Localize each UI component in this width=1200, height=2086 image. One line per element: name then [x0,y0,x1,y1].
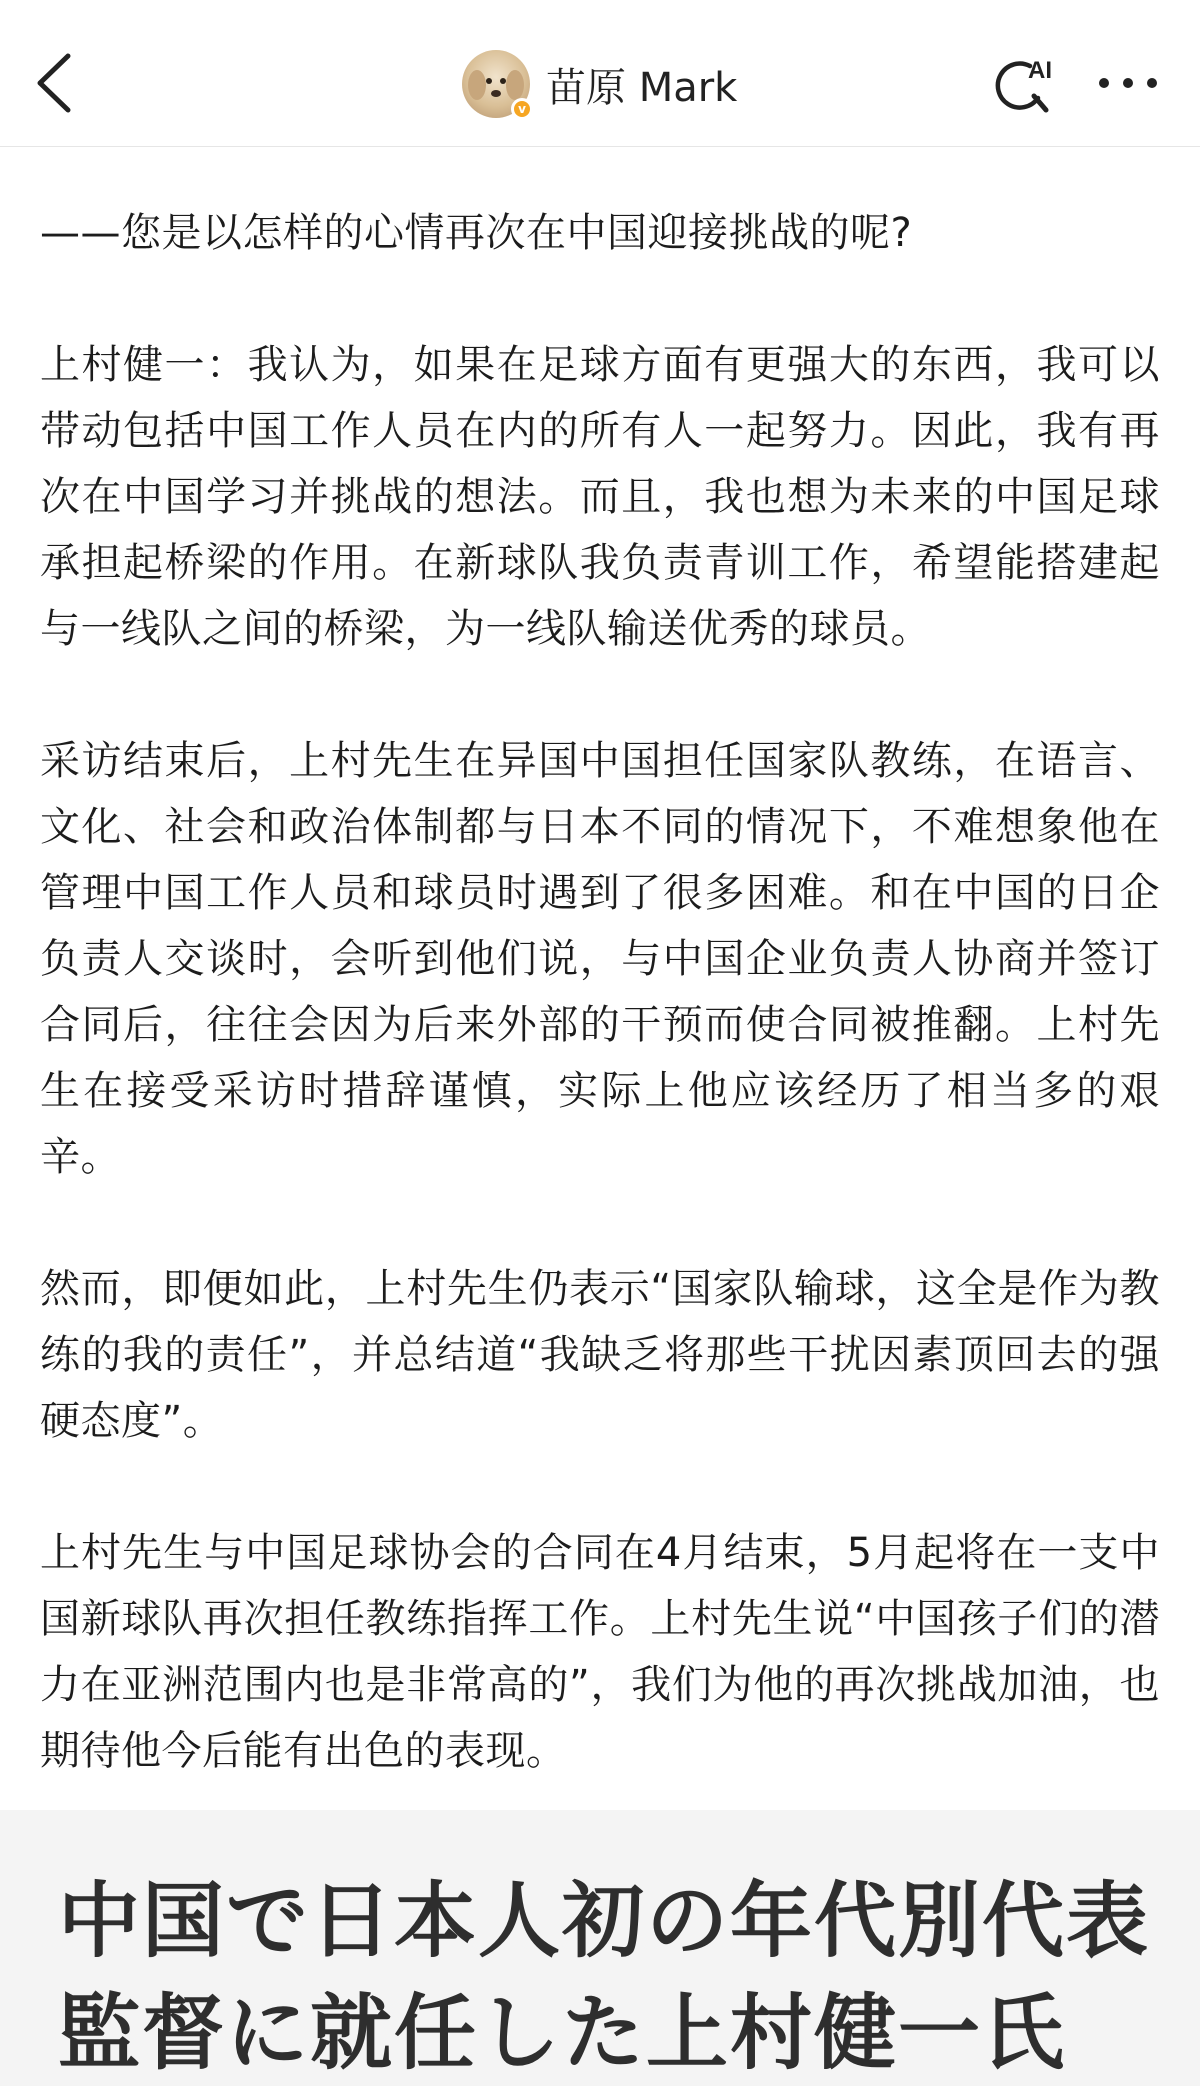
avatar[interactable] [462,50,530,118]
article-paragraph: 上村先生与中国足球协会的合同在4月结束，5月起将在一支中国新球队再次担任教练指挥工作。上村先生说“中国孩子们的潜力在亚洲范围内也是非常高的”，我们为他的再次挑战加油，也期待他今后能有出色的表现。 [40,1530,1160,1774]
avatar-ear [506,70,524,100]
article-paragraph: 然而，即便如此，上村先生仍表示“国家队输球，这全是作为教练的我的责任”，并总结道“我缺乏将那些干扰因素顶回去的强硬态度”。 [40,1266,1160,1444]
ai-search-button[interactable] [990,52,1058,118]
ai-search-icon [990,52,1058,118]
avatar-eye [500,78,506,84]
chevron-left-icon [30,50,80,116]
image-caption-line: 中国で日本人初の年代別代表 [58,1874,1151,1969]
more-dots-icon [1096,70,1160,96]
more-options-button[interactable] [1096,70,1160,96]
avatar-eye [486,78,492,84]
avatar-nose [491,90,501,97]
avatar-ear [468,70,486,100]
verified-badge-icon: v [511,98,533,120]
back-button[interactable] [30,50,80,116]
author-info[interactable] [462,50,737,118]
image-caption-line: 監督に就任した上村健一氏 [58,1986,1067,2081]
article-paragraph: 采访结束后，上村先生在异国中国担任国家队教练，在语言、文化、社会和政治体制都与日本不同的情况下，不难想象他在管理中国工作人员和球员时遇到了很多困难。和在中国的日企负责人交谈时，会听到他们说，与中国企业负责人协商并签订合同后，往往会因为后来外部的干预而使合同被推翻。上村先生在接受采访时措辞谨慎，实际上他应该经历了相当多的艰辛。 [40,738,1160,1180]
ai-label: AI [1028,57,1052,84]
author-name[interactable]: 苗原 Mark [546,64,738,111]
article-image[interactable] [0,1810,1200,2086]
article-paragraph-answer: 上村健一：我认为，如果在足球方面有更强大的东西，我可以带动包括中国工作人员在内的所有人一起努力。因此，我有再次在中国学习并挑战的想法。而且，我也想为未来的中国足球承担起桥梁的作用。在新球队我负责青训工作，希望能搭建起与一线队之间的桥梁，为一线队输送优秀的球员。 [40,342,1160,652]
top-navigation-bar [0,0,1200,147]
article-paragraph-question: ——您是以怎样的心情再次在中国迎接挑战的呢? [40,210,913,256]
article-body [40,200,1160,1784]
